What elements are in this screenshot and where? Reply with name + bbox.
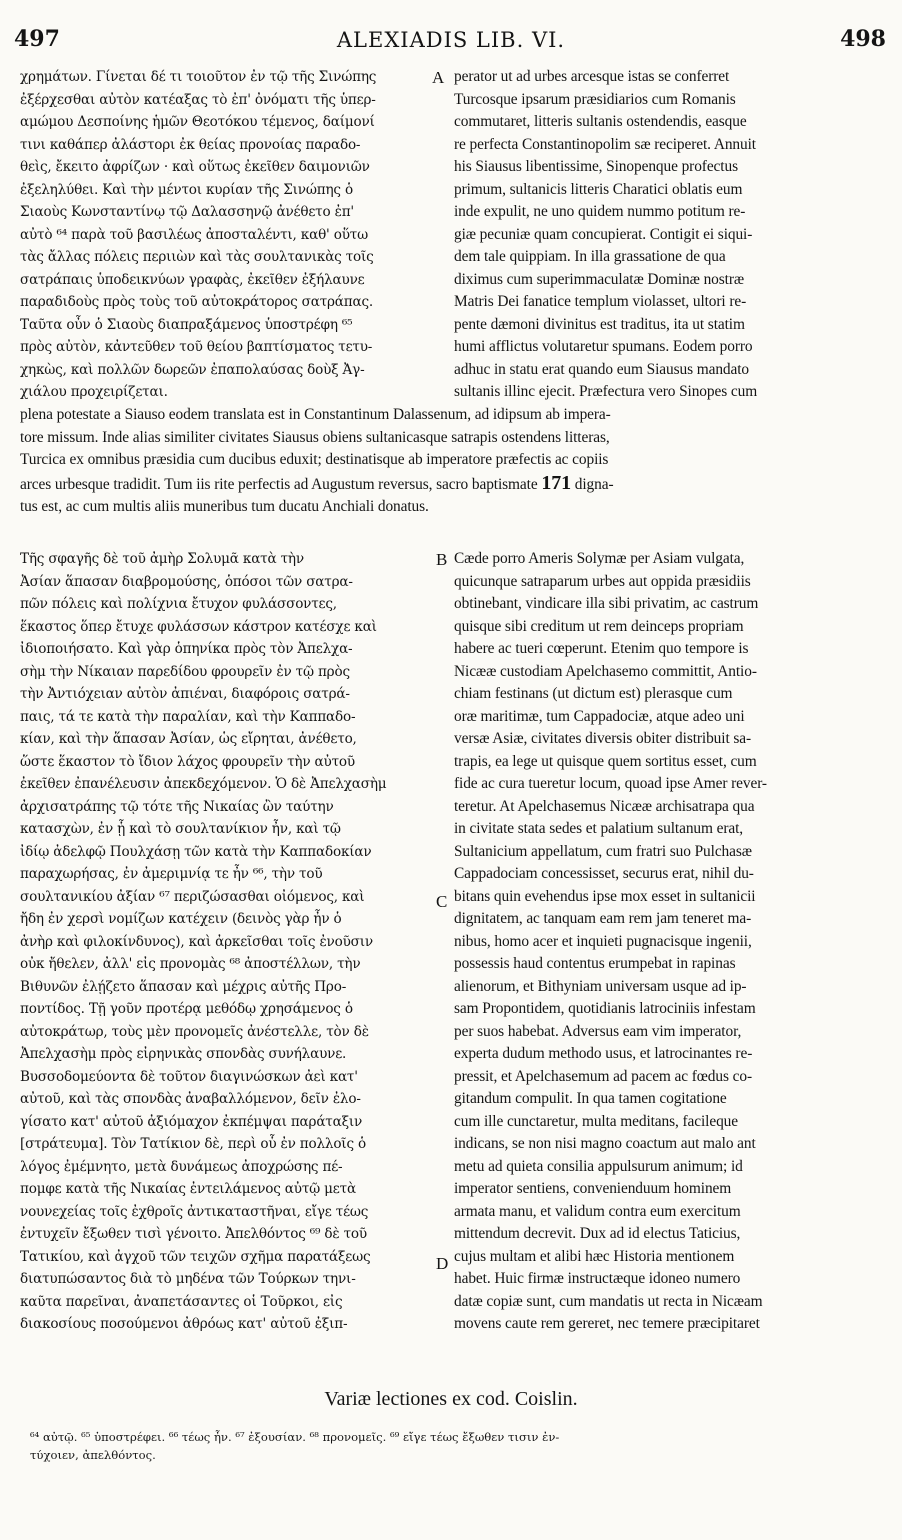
greek-line: κατασχὼν, ἐν ᾗ καὶ τὸ σουλτανίκιον ἦν, καὶ τῷ (20, 821, 341, 837)
greek-line: Σιαοὺς Κωνσταντίνῳ τῷ Δαλασσηνῷ ἀνέθετο ἐπ' (20, 204, 354, 220)
latin-line: inde expulit, ne uno quidem nummo potitum re- (454, 203, 746, 220)
greek-line: Βυσσοδομεύοντα δὲ τοῦτον διαγινώσκων ἀεὶ κατ' (20, 1068, 358, 1085)
latin-line: sam Propontidem, quotidianis latrociniis infestam (454, 1000, 756, 1017)
greek-line: σατράπαις ὑποδεικνύων γραφὰς, ἐκεῖθεν ἐξήλαυνε (20, 271, 365, 288)
column-number: 171 (541, 471, 572, 494)
latin-line: dignitatem, ac tanquam eam rem jam teneret ma- (454, 910, 752, 927)
latin-line: bitans quin evehendus ipse mox esset in sultanicii (454, 887, 756, 905)
greek-line: χρημάτων. Γίνεται δέ τι τοιοῦτον ἐν τῷ τῆς Σινώπης (20, 69, 377, 85)
greek-line: Ταῦτα οὖν ὁ Σιαοὺς διαπραξάμενος ὑποστρέφη ⁶⁵ (20, 316, 353, 333)
latin-line: perator ut ad urbes arcesque istas se conferret (454, 68, 730, 85)
latin-line: Matris Dei fanatice templum violasset, ultori re- (454, 293, 747, 310)
greek-line: νουνεχείας τοῖς ἐχθροῖς ἀντικαταστῆναι, εἴγε τέως (20, 1203, 369, 1220)
greek-line: παραδιδοὺς πρὸς τοὺς τοῦ αὐτοκράτορος σατράπας. (20, 294, 374, 310)
latin-line: habet. Huic firmæ instructæque idoneo numero (454, 1270, 741, 1287)
latin-line: pente dæmoni divinitus est traditus, ita ut statim (454, 315, 745, 333)
latin-line: nibus, homo acer et inquieti pugnacisque ingenii, (454, 932, 752, 950)
greek-line: σουλτανικίου ἀξίαν ⁶⁷ περιζώσασθαι οἰόμενος, καὶ (20, 888, 365, 905)
latin-line: oræ maritimæ, tum Cappadociæ, atque adeo uni (454, 707, 745, 725)
latin-full-width-block (20, 404, 892, 564)
variae-lectiones-title: Variæ lectiones ex cod. Coislin. (324, 1388, 578, 1410)
latin-line: diximus cum superimmaculatæ Dominæ nostræ (454, 270, 745, 288)
latin-line: sultanis illinc ejecit. Præfectura vero Sinopes cum (454, 383, 758, 400)
greek-line: Ἀσίαν ἅπασαν διαβρομούσης, ὁπόσοι τῶν σατρα- (20, 573, 353, 590)
full-line-end: digna- (574, 475, 614, 493)
greek-column-block-1 (20, 66, 440, 416)
greek-line: ἰδιοποιήσατο. Καὶ γὰρ ὁπηνίκα πρὸς τὸν Ἀπελχα- (20, 641, 353, 657)
greek-line: παις, τά τε κατὰ τὴν παραλίαν, καὶ τὴν Καππαδο- (20, 708, 356, 725)
latin-line: Cappadociam concessisset, securus erat, nihil du- (454, 865, 754, 882)
greek-line: πρὸς αὐτὸν, κἀντεῦθεν τοῦ θείου βαπτίσματος τετυ- (20, 339, 373, 355)
page-number-left: 497 (14, 26, 60, 52)
margin-letter-c: C (436, 892, 448, 911)
greek-line: τὴν Ἀντιόχειαν αὐτὸν ἀπιέναι, διαφόροις σατρά- (20, 686, 350, 702)
greek-line: πῶν πόλεις καὶ πολίχνια ἔτυχον φυλάσσοντες, (20, 596, 337, 612)
greek-line: ἐξέρχεσθαι αὐτὸν κατέαξας τὸ ἐπ' ὀνόματι τῆς ὑπερ- (20, 91, 376, 108)
greek-line: Ἀπελχασὴμ πρὸς εἰρηνικὰς σπονδὰς συνήλαυνε. (20, 1046, 347, 1062)
latin-line: fide ac cura tueretur locum, quoad ipse Amer rever- (454, 775, 767, 792)
margin-letter-b: B (436, 550, 448, 569)
greek-line: οὐκ ἤθελεν, ἀλλ' εἰς προνομὰς ⁶⁸ ἀποστέλλων, τὴν (20, 956, 361, 972)
variae-line: ⁶⁴ αὐτῷ. ⁶⁵ ὑποστρέφει. ⁶⁶ τέως ἦν. ⁶⁷ ἐξουσίαν. ⁶⁸ προνομεῖς. ⁶⁹ εἴγε τέως ἔξωθεν τισιν ἐν- (30, 1430, 560, 1444)
greek-line: ἤδη ἐν χερσὶ νομίζων κατέχειν (δεινὸς γὰρ ἦν ὁ (20, 911, 342, 927)
full-line: tore missum. Inde alias similiter civitates Siausus obiens sultanicasque satrapis ostendens litteras, (20, 428, 610, 446)
latin-line: possessis haud contentus erumpebat in rapinas (454, 955, 736, 972)
latin-line: adhuc in statu erat quando eum Siausus mandato (454, 360, 750, 378)
latin-line: humi afflictus volutaretur spumans. Eodem porro (454, 338, 753, 355)
greek-line: ἐκεῖθεν ἐπανέλευσιν ἀπεκδεχόμενον. Ὁ δὲ Ἀπελχασὴμ (20, 776, 387, 792)
latin-line: Nicææ custodiam Apelchasemo committit, Antio- (454, 662, 757, 680)
greek-line: σὴμ τὴν Νίκαιαν παρεδίδου φρουρεῖν ἐν τῷ πρὸς (20, 663, 350, 680)
greek-line: χηκὼς, καὶ πολλῶν δωρεῶν ἐπαπολαύσας δοὺξ Ἀγ- (20, 361, 365, 378)
greek-line: καῦτα παρεῖναι, ἀναπετάσαντες οἱ Τοῦρκοι, εἰς (20, 1293, 343, 1310)
latin-line: imperator sentiens, convenienduum hominem (454, 1180, 732, 1197)
greek-line: τὰς ἄλλας πόλεις περιιὼν καὶ τὰς σουλτανικὰς τοῖς (20, 249, 374, 265)
latin-line: quicunque satraparum urbes aut oppida præsidiis (454, 572, 751, 590)
latin-line: chiam festinans (ut dictum est) plerasque cum (454, 685, 733, 702)
latin-line: experta dudum methodo usus, et latrocinantes re- (454, 1045, 753, 1062)
latin-line: armata manu, et validum contra eum exercitum (454, 1202, 741, 1220)
latin-column-block-1 (454, 66, 894, 416)
variae-lectiones-notes (30, 1428, 872, 1464)
latin-line: cum ille cunctaretur, multa meditans, facileque (454, 1112, 738, 1130)
greek-line: Τῆς σφαγῆς δὲ τοῦ ἀμὴρ Σολυμᾶ κατὰ τὴν (20, 551, 304, 567)
greek-line: αὐτοκράτωρ, τοὺς μὲν προνομεῖς ἀνέστελλε, τὸν δὲ (20, 1023, 369, 1040)
latin-line: his Siausus libentissime, Sinopenque profectus (454, 158, 738, 175)
latin-column-block-2 (454, 548, 894, 1378)
greek-line: χιάλου προχειρίζεται. (20, 384, 168, 400)
latin-line: commutaret, litteris sultanis ostendendis, easque (454, 113, 747, 130)
latin-line: Cæde porro Ameris Solymæ per Asiam vulgata, (454, 550, 745, 567)
latin-line: giæ pecuniæ quam concupierat. Contigit ei siqui- (454, 225, 753, 243)
greek-line: κίαν, καὶ τὴν ἅπασαν Ἀσίαν, ὡς εἴρηται, ἀνέθετο, (20, 731, 357, 747)
latin-line: Turcosque ipsarum præsidiarios cum Romanis (454, 90, 736, 108)
full-line-text: arces urbesque tradidit. Tum iis rite perfectis ad Augustum reversus, sacro baptismate (20, 475, 538, 493)
greek-line: πομφε κατὰ τῆς Νικαίας ἐντειλάμενος αὐτῷ μετὰ (20, 1181, 356, 1197)
latin-line: Sultanicium appellatum, cum fratri suo Pulchasæ (454, 842, 752, 860)
latin-line: metu ad quieta consilia appulsurum animum; id (454, 1157, 743, 1175)
greek-line: ἀρχισατράπης τῷ τότε τῆς Νικαίας ὢν ταύτην (20, 798, 334, 815)
greek-line: ἕκαστος ὅπερ ἔτυχε φυλάσσων κάστρον κατέσχε καὶ (20, 618, 377, 635)
latin-line: teretur. At Apelchasemus Nicææ archisatrapa qua (454, 797, 755, 815)
full-line: Turcica ex omnibus præsidia cum ducibus eduxit; destinatisque ab imperatore præfectis ac copiis (20, 451, 609, 468)
greek-line: γίσατο κατ' αὐτοῦ ἀξιόμαχον ἐκπέμψαι παράταξιν (20, 1113, 363, 1130)
greek-line: αὐτὸ ⁶⁴ παρὰ τοῦ βασιλέως ἀποσταλέντι, καθ' οὕτω (20, 226, 368, 243)
greek-line: Βιθυνῶν ἐλῄζετο ἅπασαν καὶ μέχρις αὐτῆς Προ- (20, 978, 347, 995)
greek-line: ποντίδος. Τῇ γοῦν προτέρᾳ μεθόδῳ χρησάμενος ὁ (20, 1001, 353, 1017)
greek-line: παραχωρήσας, ἐν ἀμεριμνίᾳ τε ἦν ⁶⁶, τὴν τοῦ (20, 866, 323, 882)
latin-line: alienorum, et Bithyniam universam usque ad ip- (454, 977, 747, 995)
greek-line: ἐντυχεῖν ἔξωθεν τισὶ γένοιτο. Ἀπελθόντος ⁶⁹ δὲ τοῦ (20, 1226, 367, 1242)
latin-line: datæ copiæ sunt, cum mandatis ut recta in Nicæam (454, 1292, 763, 1310)
greek-line: αμώμου Δεσποίνης ἡμῶν Θεοτόκου τέμενος, δαίμονί (20, 114, 375, 130)
greek-line: Τατικίου, καὶ ἀγχοῦ τῶν τειχῶν σχῆμα παρατάξεως (20, 1248, 371, 1265)
latin-line: primum, sultanicis litteris Charatici oblatis eum (454, 180, 743, 198)
latin-line: cujus multam et alibi hæc Historia mentionem (454, 1247, 735, 1265)
margin-letter-d: D (436, 1254, 449, 1273)
margin-letter-a: A (432, 68, 445, 87)
latin-line: re perfecta Constantinopolim sæ reciperet. Annuit (454, 135, 756, 153)
greek-line: ὥστε ἕκαστον τὸ ἴδιον λάχος φρουρεῖν τὴν αὐτοῦ (20, 753, 355, 770)
full-line (20, 472, 892, 497)
greek-line: τινι καθάπερ ἀλάστορι ἐκ θείας προνοίας παραδο- (20, 136, 361, 153)
variae-line: τύχοιεν, ἀπελθόντος. (30, 1448, 156, 1462)
greek-line: διακοσίους ποσούμενοι ἀθρόως κατ' αὐτοῦ ἐξιπ- (20, 1316, 348, 1332)
greek-line: [στράτευμα]. Τὸν Τατίκιον δὲ, περὶ οὗ ἐν πολλοῖς ὁ (20, 1136, 366, 1152)
greek-line: αὐτοῦ, καὶ τὰς σπονδὰς ἀναβαλλόμενον, δεῖν ἐλο- (20, 1091, 361, 1107)
latin-line: per suos habebat. Adversus eam vim imperator, (454, 1022, 742, 1040)
page-number-right: 498 (840, 26, 886, 52)
latin-line: in civitate stata sedes et palatium sultanum erat, (454, 820, 744, 837)
latin-line: versæ Asiæ, civitates diversis obiter distribuit sa- (454, 730, 752, 747)
running-title: ALEXIADIS LIB. VI. (336, 28, 566, 52)
latin-line: pressit, et Apelchasemum ad pacem ac fœdus co- (454, 1067, 752, 1085)
running-header (14, 26, 888, 56)
greek-line: ἀνὴρ καὶ φιλοκίνδυνος), καὶ ἀρκεῖσθαι τοῖς ἐνοῦσιν (20, 933, 373, 950)
latin-line: dem tale quippiam. In illa grassatione de qua (454, 248, 726, 265)
latin-line: mittendum decrevit. Dux ad id electus Taticius, (454, 1225, 741, 1242)
full-line: plena potestate a Siauso eodem translata est in Constantinum Dalassenum, ad idipsum ab impera- (20, 406, 611, 423)
greek-line: ἐξεληλύθει. Καὶ τὴν μέντοι κυρίαν τῆς Σινώπης ὁ (20, 181, 353, 198)
latin-line: gitandum compulit. In qua tamen cogitatione (454, 1090, 727, 1107)
latin-line: quisque sibi creditum ut rem deinceps propriam (454, 617, 744, 635)
full-line: tus est, ac cum multis aliis muneribus tum ducatu Anchiali donatus. (20, 498, 429, 515)
latin-line: trapis, ea lege ut quisque quem sortitus esset, cum (454, 752, 757, 770)
latin-line: indicans, se non nisi magno coactum aut malo ant (454, 1135, 756, 1152)
greek-line: διατυπώσαντος διὰ τὸ μηδένα τῶν Τούρκων τηνι- (20, 1271, 356, 1287)
latin-line: obtinebant, vindicare illa sibi privatim, ac castrum (454, 595, 759, 612)
latin-line: movens caute rem gereret, nec temere præcipitaret (454, 1315, 760, 1332)
latin-line: habere ac tueri cœperunt. Etenim quo tempore is (454, 640, 749, 657)
greek-line: λόγος ἐμέμνητο, μετὰ δυνάμεως ἀποχρώσης πέ- (20, 1158, 343, 1175)
greek-line: θεὶς, ἔκειτο ἀφρίζων · καὶ οὕτως ἐκεῖθεν δαιμονιῶν (20, 159, 370, 175)
greek-line: ἰδίῳ ἀδελφῷ Πουλχάσῃ τῶν κατὰ τὴν Καππαδοκίαν (20, 843, 372, 860)
greek-column-block-2 (20, 548, 440, 1378)
